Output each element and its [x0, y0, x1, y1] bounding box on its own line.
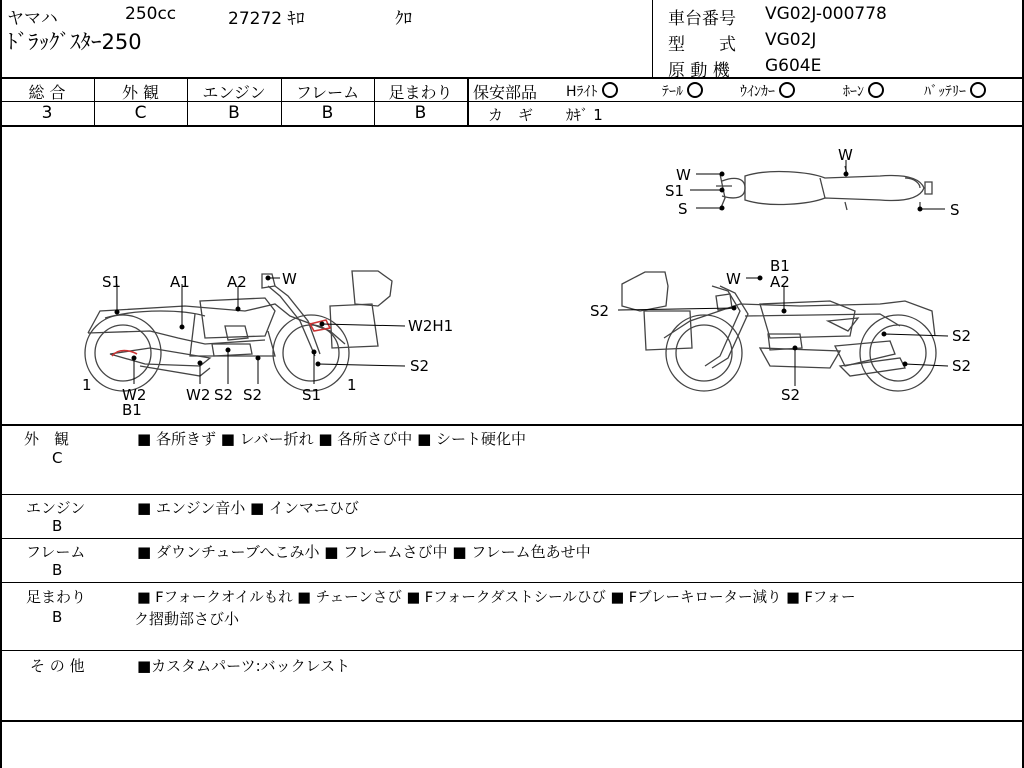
- model-name: ﾄﾞﾗｯｸﾞｽﾀｰ250: [7, 30, 142, 54]
- safety-item-battery: ﾊﾞｯﾃﾘｰ: [924, 81, 986, 101]
- section-body: ■ 各所きず ■ レバー折れ ■ 各所さび中 ■ シート硬化中: [137, 430, 527, 448]
- type-value: VG02J: [765, 30, 817, 50]
- mileage: 27272 ｷﾛ: [228, 9, 305, 29]
- ok-circle-icon: [868, 82, 884, 98]
- marker-label: S1: [665, 182, 685, 200]
- ok-circle-icon: [687, 82, 703, 98]
- top-view: [716, 166, 932, 210]
- maker: ヤマハ: [7, 9, 58, 29]
- marker-label: S: [678, 200, 688, 218]
- safety-item-winker: ｳｲﾝｶｰ: [740, 81, 795, 101]
- marker-label: 1: [347, 376, 357, 394]
- key-value: ｶｷﾞ 1: [566, 106, 603, 124]
- key-label: カ ギ: [488, 106, 534, 124]
- motorcycle-damage-diagram: [0, 126, 1022, 424]
- marker-label: S1: [302, 386, 322, 404]
- section-grade: B: [52, 608, 63, 626]
- marker-label: S2: [243, 386, 263, 404]
- marker-label: A1: [170, 273, 190, 291]
- section-body: ■ エンジン音小 ■ インマニひび: [137, 499, 359, 517]
- type-label: 型 式: [668, 35, 736, 55]
- marker-label: B1: [122, 401, 142, 419]
- section-heading: フレーム: [26, 543, 86, 561]
- section-grade: B: [52, 517, 63, 535]
- marker-label: S1: [102, 273, 122, 291]
- section-body: ■ ダウンチューブへこみ小 ■ フレームさび中 ■ フレーム色あせ中: [137, 543, 591, 561]
- marker-label: S2: [410, 357, 430, 375]
- section-body: ■ Fフォークオイルもれ ■ チェーンさび ■ Fフォークダストシールひび ■ Fブレーキローター減り ■ Fフォー: [137, 590, 856, 606]
- section-grade: B: [52, 561, 63, 579]
- marker-label: W: [282, 270, 297, 288]
- marker-label: W2H1: [408, 317, 454, 335]
- marker-label: W: [726, 270, 741, 288]
- grade-frame-label: フレーム: [295, 83, 360, 102]
- ok-circle-icon: [779, 82, 795, 98]
- left-side-labels: [82, 270, 453, 419]
- grade-suspension-label: 足まわり: [388, 83, 453, 102]
- marker-label: A2: [227, 273, 247, 291]
- safety-item-horn: ﾎｰﾝ: [843, 81, 884, 101]
- marker-label: S2: [590, 302, 610, 320]
- safety-item-headlight: Hﾗｲﾄ: [566, 81, 618, 101]
- marker-label: S2: [952, 357, 972, 375]
- grade-engine-value: B: [228, 103, 240, 123]
- section-heading: 足まわり: [26, 588, 87, 606]
- color: ｸﾛ: [395, 9, 412, 29]
- marker-label: B1: [770, 257, 790, 275]
- marker-label: W: [838, 146, 853, 164]
- section-body: ■カスタムパーツ:バックレスト: [137, 657, 351, 675]
- grade-exterior-label: 外 観: [121, 83, 160, 102]
- grade-overall-value: 3: [41, 103, 53, 123]
- grade-frame-value: B: [321, 103, 334, 123]
- grade-suspension-value: B: [414, 103, 427, 123]
- engine-model-label: 原 動 機: [668, 61, 730, 81]
- safety-item-tail: ﾃｰﾙ: [662, 81, 703, 101]
- frame-no-label: 車台番号: [668, 9, 736, 29]
- marker-label: W2: [122, 386, 147, 404]
- section-grade: C: [52, 449, 63, 467]
- marker-label: S: [950, 201, 960, 219]
- marker-label: 1: [82, 376, 92, 394]
- grade-exterior-value: C: [134, 103, 147, 123]
- frame-no: VG02J-000778: [765, 4, 887, 24]
- marker-label: S2: [781, 386, 801, 404]
- marker-label: S2: [214, 386, 234, 404]
- section-heading: 外 観: [24, 430, 70, 448]
- section-heading: そ の 他: [30, 657, 85, 675]
- engine-model-value: G604E: [765, 56, 822, 76]
- grade-engine-label: エンジン: [202, 83, 266, 102]
- marker-label: A2: [770, 273, 790, 291]
- displacement: 250cc: [125, 4, 177, 24]
- safety-title: 保安部品: [473, 83, 538, 102]
- ok-circle-icon: [970, 82, 986, 98]
- ok-circle-icon: [602, 82, 618, 98]
- grade-overall-label: 総 合: [28, 83, 66, 102]
- marker-label: W2: [186, 386, 211, 404]
- marker-label: W: [676, 166, 691, 184]
- section-heading: エンジン: [26, 499, 86, 517]
- marker-label: S2: [952, 327, 972, 345]
- section-body-cont: ク摺動部さび小: [134, 610, 240, 628]
